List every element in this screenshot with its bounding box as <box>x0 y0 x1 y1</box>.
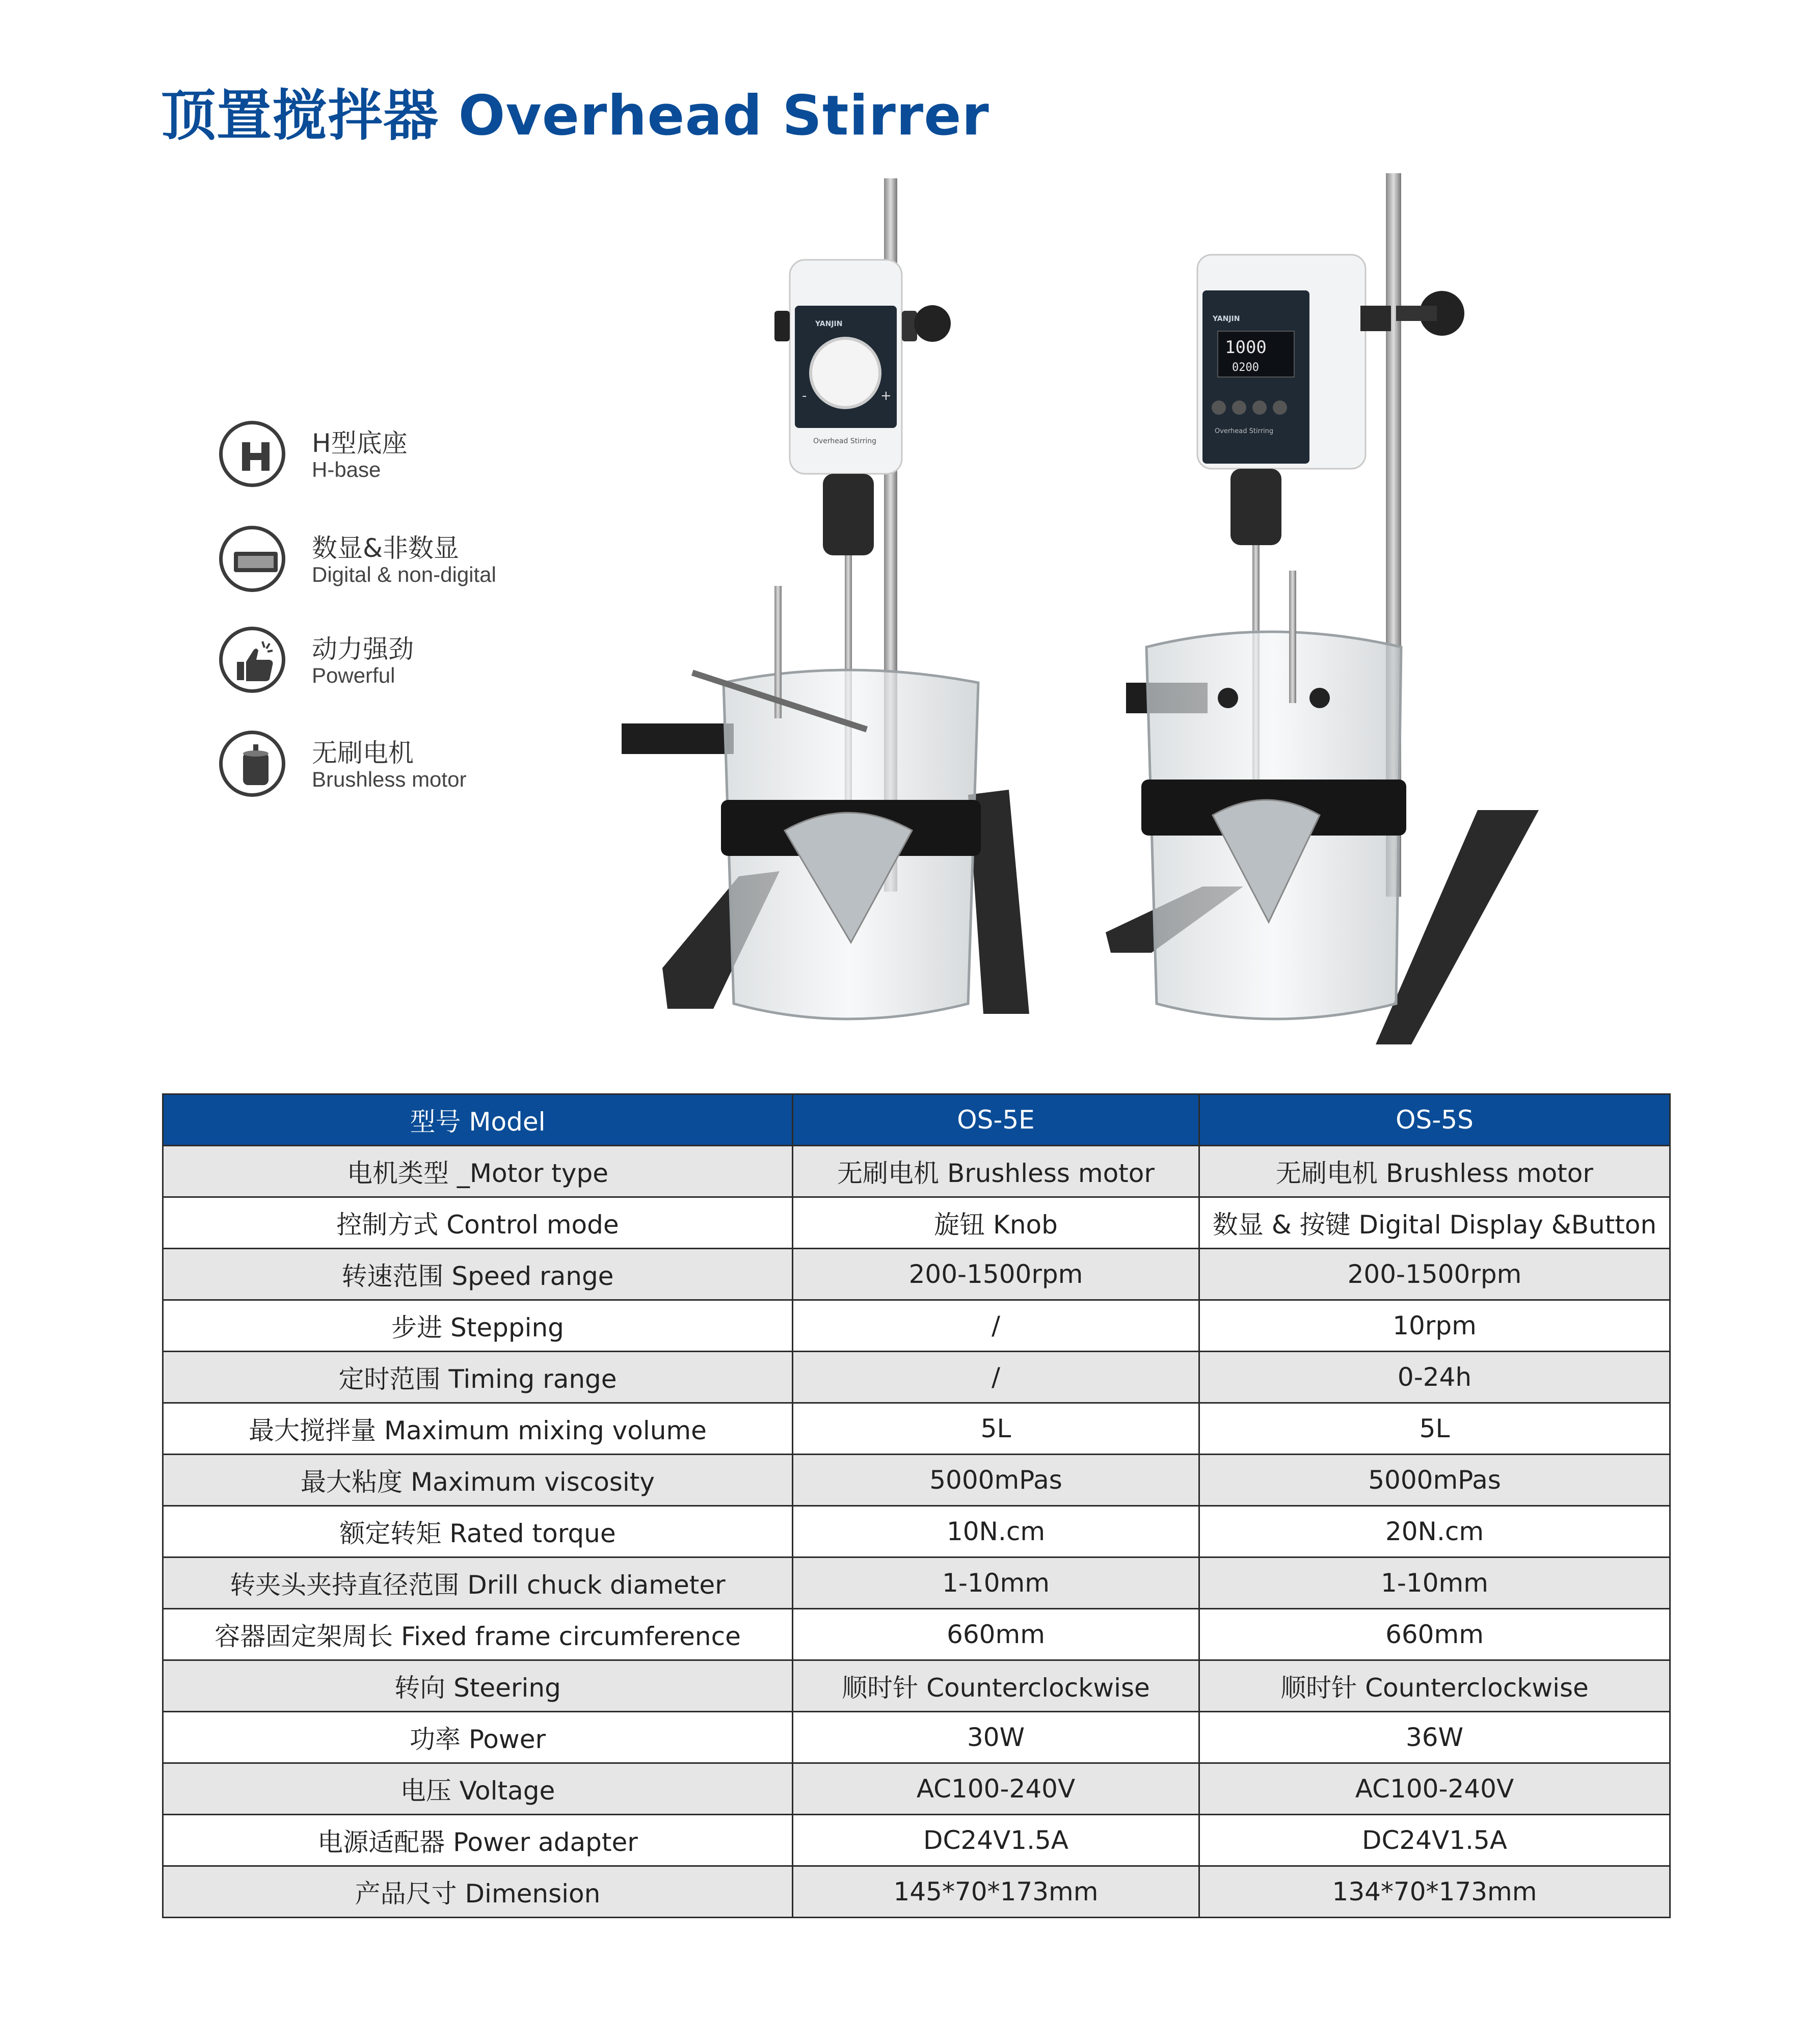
spec-label: 定时范围 Timing range <box>163 1352 793 1403</box>
header-os5e: OS-5E <box>793 1094 1199 1146</box>
spec-value-os5e: 旋钮 Knob <box>793 1197 1199 1249</box>
spec-value-os5e: 无刷电机 Brushless motor <box>793 1146 1199 1197</box>
spec-value-os5e: / <box>793 1352 1199 1403</box>
header-os5s: OS-5S <box>1199 1094 1670 1146</box>
feature-label-zh: 无刷电机 <box>312 738 414 768</box>
spec-value-os5s: 134*70*173mm <box>1199 1866 1670 1918</box>
spec-value-os5e: 顺时针 Counterclockwise <box>793 1660 1199 1712</box>
table-row <box>163 1609 1670 1660</box>
table-row <box>163 1557 1670 1609</box>
stirrer-os5s-illustration <box>1090 168 1569 1055</box>
spec-label: 电源适配器 Power adapter <box>163 1815 793 1866</box>
feature-motor <box>219 731 678 807</box>
display-rpm: 1000 <box>1225 337 1267 358</box>
table-row <box>163 1249 1670 1300</box>
panel-label: Overhead Stirring <box>1215 427 1274 435</box>
feature-label-zh: 动力强劲 <box>312 634 414 664</box>
table-row <box>163 1403 1670 1455</box>
spec-value-os5s: 660mm <box>1199 1609 1670 1660</box>
spec-label: 转速范围 Speed range <box>163 1249 793 1300</box>
spec-value-os5s: 顺时针 Counterclockwise <box>1199 1660 1670 1712</box>
spec-value-os5s: DC24V1.5A <box>1199 1815 1670 1866</box>
spec-value-os5e: 660mm <box>793 1609 1199 1660</box>
feature-label-en: Powerful <box>312 663 395 687</box>
brand-logo: YANJIN <box>1213 315 1240 323</box>
spec-label: 容器固定架周长 Fixed frame circumference <box>163 1609 793 1660</box>
spec-value-os5s: 1-10mm <box>1199 1557 1670 1609</box>
display-timer: 0200 <box>1232 361 1259 374</box>
product-image-os5s <box>1090 168 1569 1057</box>
spec-label: 电机类型 _Motor type <box>163 1146 793 1197</box>
spec-value-os5s: AC100-240V <box>1199 1763 1670 1815</box>
knob-plus-label: + <box>880 388 892 404</box>
spec-label: 最大粘度 Maximum viscosity <box>163 1455 793 1506</box>
feature-display <box>219 526 678 602</box>
spec-label: 步进 Stepping <box>163 1300 793 1352</box>
table-row <box>163 1352 1670 1403</box>
table-row <box>163 1300 1670 1352</box>
spec-label: 电压 Voltage <box>163 1763 793 1815</box>
spec-label: 功率 Power <box>163 1712 793 1763</box>
spec-value-os5s: 200-1500rpm <box>1199 1249 1670 1300</box>
spec-value-os5e: / <box>793 1300 1199 1352</box>
spec-value-os5e: 5000mPas <box>793 1455 1199 1506</box>
h-base-icon <box>219 421 285 487</box>
display-icon <box>219 526 285 592</box>
table-row <box>163 1506 1670 1557</box>
table-row <box>163 1712 1670 1763</box>
spec-value-os5e: 10N.cm <box>793 1506 1199 1557</box>
table-header-row <box>163 1094 1670 1146</box>
spec-value-os5e: 145*70*173mm <box>793 1866 1199 1918</box>
brand-logo: YANJIN <box>815 320 843 328</box>
spec-value-os5e: 30W <box>793 1712 1199 1763</box>
spec-value-os5e: 5L <box>793 1403 1199 1455</box>
spec-value-os5s: 无刷电机 Brushless motor <box>1199 1146 1670 1197</box>
spec-value-os5e: 1-10mm <box>793 1557 1199 1609</box>
spec-value-os5s: 数显 & 按键 Digital Display &Button <box>1199 1197 1670 1249</box>
table-row <box>163 1866 1670 1918</box>
header-model: 型号 Model <box>163 1094 793 1146</box>
spec-value-os5s: 10rpm <box>1199 1300 1670 1352</box>
product-image-os5e <box>611 168 1070 1057</box>
thumbs-up-icon <box>219 627 285 693</box>
feature-label-en: Digital & non-digital <box>312 562 496 586</box>
spec-label: 最大搅拌量 Maximum mixing volume <box>163 1403 793 1455</box>
spec-label: 产品尺寸 Dimension <box>163 1866 793 1918</box>
spec-value-os5s: 5000mPas <box>1199 1455 1670 1506</box>
spec-label: 转向 Steering <box>163 1660 793 1712</box>
spec-label: 额定转矩 Rated torque <box>163 1506 793 1557</box>
spec-value-os5s: 5L <box>1199 1403 1670 1455</box>
spec-label: 控制方式 Control mode <box>163 1197 793 1249</box>
table-row <box>163 1815 1670 1866</box>
table-row <box>163 1763 1670 1815</box>
motor-icon <box>219 731 285 797</box>
spec-label: 转夹头夹持直径范围 Drill chuck diameter <box>163 1557 793 1609</box>
spec-value-os5e: AC100-240V <box>793 1763 1199 1815</box>
feature-label-zh: 数显&非数显 <box>312 533 459 563</box>
table-row <box>163 1660 1670 1712</box>
spec-value-os5e: DC24V1.5A <box>793 1815 1199 1866</box>
feature-h-base <box>219 421 678 497</box>
table-row <box>163 1146 1670 1197</box>
feature-label-en: H-base <box>312 458 381 481</box>
spec-value-os5e: 200-1500rpm <box>793 1249 1199 1300</box>
spec-table <box>162 1093 1671 1918</box>
knob-minus-label: - <box>802 388 807 404</box>
feature-powerful <box>219 627 678 703</box>
page-title: 顶置搅拌器 Overhead Stirrer <box>161 84 989 148</box>
feature-label-zh: H型底座 <box>312 428 408 458</box>
spec-value-os5s: 20N.cm <box>1199 1506 1670 1557</box>
panel-label: Overhead Stirring <box>813 437 877 445</box>
table-row <box>163 1455 1670 1506</box>
spec-value-os5s: 0-24h <box>1199 1352 1670 1403</box>
table-row <box>163 1197 1670 1249</box>
spec-value-os5s: 36W <box>1199 1712 1670 1763</box>
feature-label-en: Brushless motor <box>312 767 467 791</box>
stirrer-os5e-illustration <box>611 168 1070 1055</box>
